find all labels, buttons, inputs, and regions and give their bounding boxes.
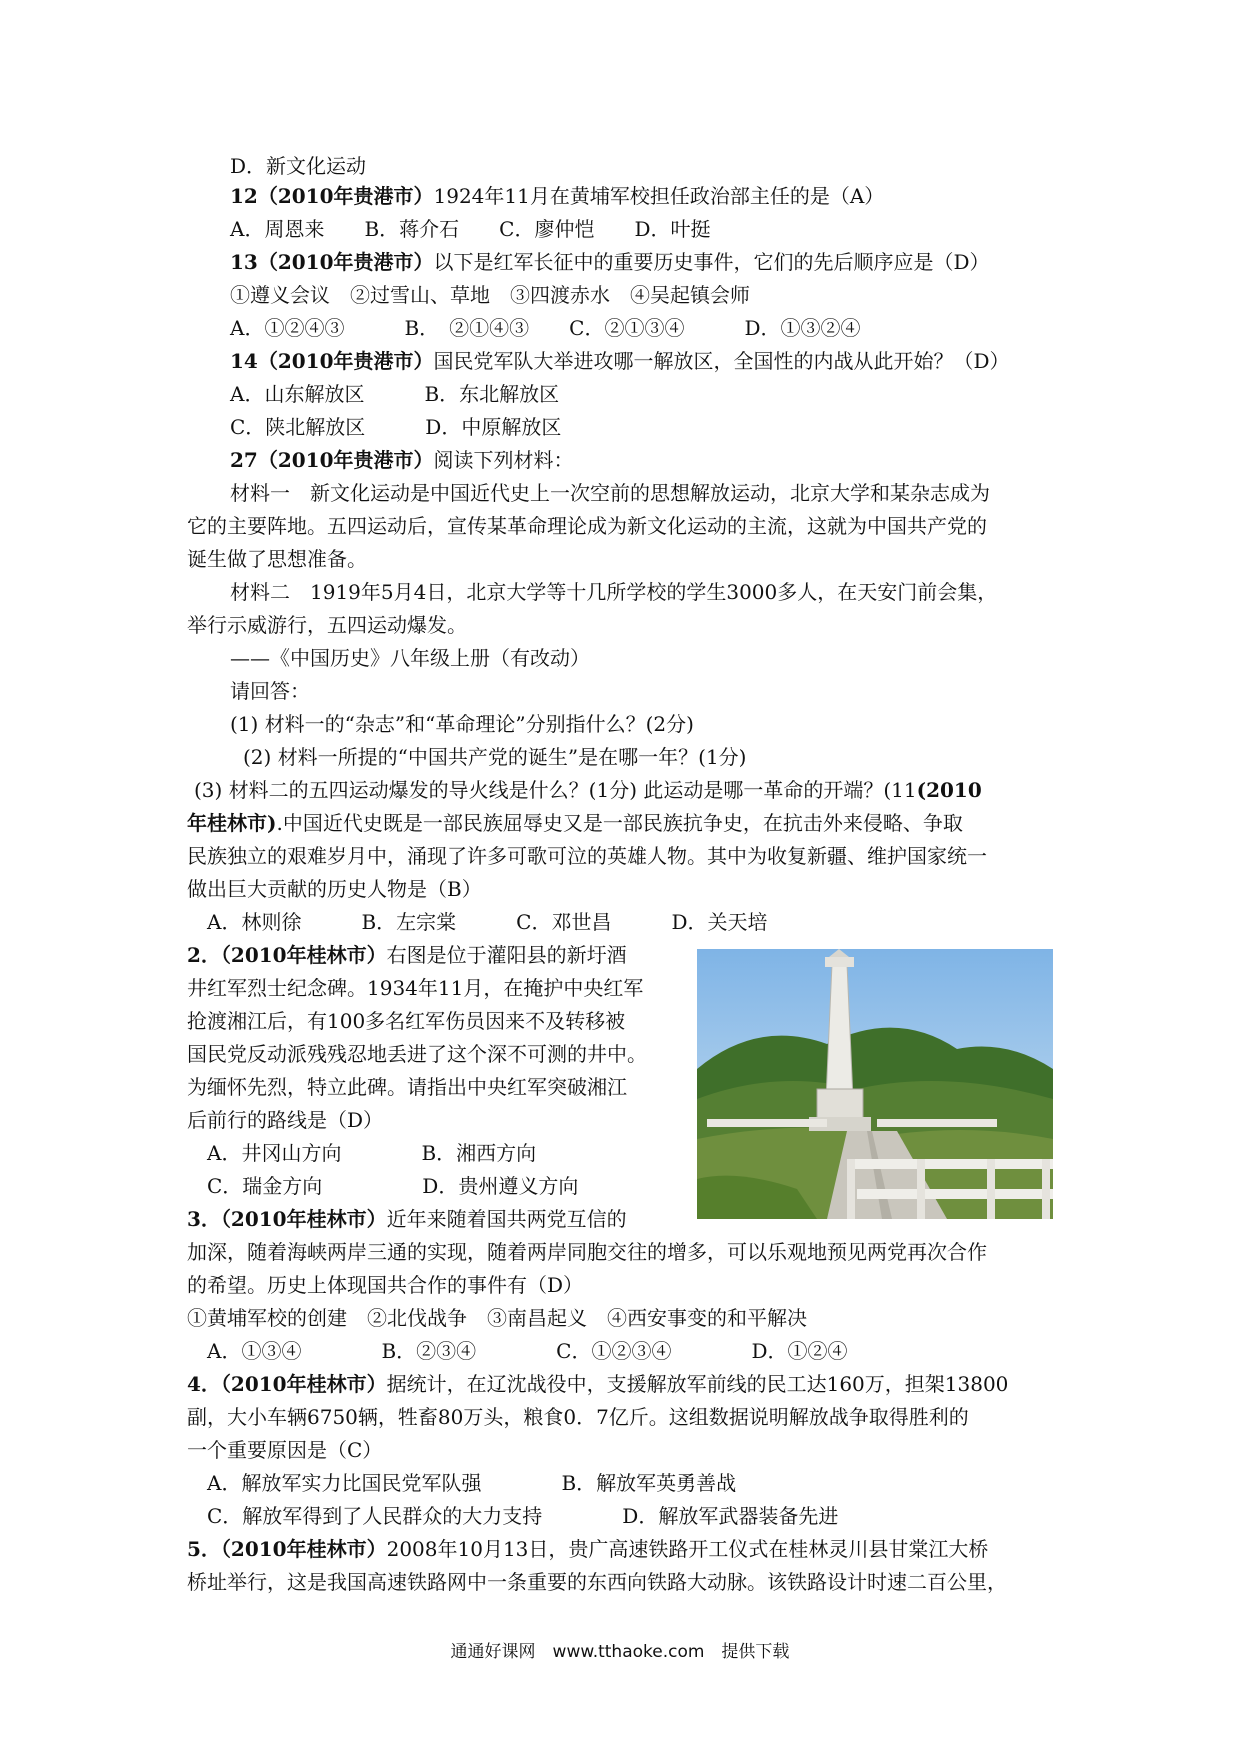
q4-stem-3: 一个重要原因是（C） [187, 1438, 383, 1462]
q1-options: A．林则徐 B．左宗棠 C．邓世昌 D．关天培 [207, 910, 768, 934]
q12-options: A．周恩来 B．蒋介石 C．廖仲恺 D．叶挺 [230, 217, 711, 241]
ask-2: (2) 材料一所提的“中国共产党的诞生”是在哪一年？(1分) [243, 745, 747, 769]
q3-stem-3: 的希望。历史上体现国共合作的事件有（D） [187, 1273, 584, 1297]
q4-options-2: C．解放军得到了人民群众的大力支持 D．解放军武器装备先进 [207, 1504, 839, 1528]
q2-stem-5: 为缅怀先烈，特立此碑。请指出中央红军突破湘江 [187, 1075, 627, 1099]
q1-stem-3: 做出巨大贡献的历史人物是（B） [187, 877, 482, 901]
q1-source: 年桂林市) [187, 811, 277, 835]
q12-stem [230, 181, 884, 211]
q4-text: 据统计，在辽沈战役中，支援解放军前线的民工达160万，担架13800 [386, 1372, 1009, 1396]
q1-stem [187, 808, 963, 838]
q1-source-prefix: (2010 [916, 778, 982, 802]
q3-options: A．①③④ B．②③④ C．①②③④ D．①②④ [207, 1339, 848, 1363]
q3-stem-1 [187, 1204, 627, 1234]
q2-text: 右图是位于灌阳县的新圩酒 [386, 943, 627, 967]
q2-stem-1 [187, 940, 627, 970]
ask-1: (1) 材料一的“杂志”和“革命理论”分别指什么？(2分) [230, 712, 694, 736]
ask-3-text: (3) 材料二的五四运动爆发的导火线是什么？(1分) 此运动是哪一革命的开端？(11 [194, 778, 917, 802]
q27-text: 阅读下列材料： [433, 448, 574, 472]
q12-source: 12（2010年贵港市） [230, 184, 434, 208]
q2-options-1: A．井冈山方向 B．湘西方向 [207, 1141, 537, 1165]
ask-3-line-1 [194, 775, 982, 805]
q3-source: 3．（2010年桂林市） [187, 1207, 387, 1231]
q4-stem-1 [187, 1369, 1008, 1399]
material-2-line-2: 举行示威游行，五四运动爆发。 [187, 613, 467, 637]
q14-options-1: A．山东解放区 B．东北解放区 [230, 382, 560, 406]
q2-options-2: C．瑞金方向 D．贵州遵义方向 [207, 1174, 579, 1198]
q2-stem-2: 井红军烈士纪念碑。1934年11月，在掩护中央红军 [187, 976, 644, 1000]
q5-stem-1 [187, 1534, 988, 1564]
q1-text: .中国近代史既是一部民族屈辱史又是一部民族抗争史，在抗击外来侵略、争取 [276, 811, 963, 835]
material-source: ——《中国历史》八年级上册（有改动） [230, 646, 590, 670]
q3-stem-2: 加深，随着海峡两岸三通的实现，随着两岸同胞交往的增多，可以乐观地预见两党再次合作 [187, 1240, 987, 1264]
ask-heading: 请回答： [230, 679, 310, 703]
q5-source: 5．（2010年桂林市） [187, 1537, 387, 1561]
material-1-line-3: 诞生做了思想准备。 [187, 547, 367, 571]
q13-stem [230, 247, 990, 277]
q14-stem [230, 346, 1010, 376]
memorial-illustration [697, 949, 1053, 1219]
q13-items: ①遵义会议 ②过雪山、草地 ③四渡赤水 ④吴起镇会师 [230, 283, 750, 307]
q2-stem-4: 国民党反动派残残忍地丢进了这个深不可测的井中。 [187, 1042, 647, 1066]
q2-source: 2．（2010年桂林市） [187, 943, 387, 967]
q14-text: 国民党军队大举进攻哪一解放区，全国性的内战从此开始？（D） [433, 349, 1010, 373]
material-1-line-1: 材料一 新文化运动是中国近代史上一次空前的思想解放运动，北京大学和某杂志成为 [230, 481, 990, 505]
q13-options: A．①②④③ B． ②①④③ C．②①③④ D．①③②④ [230, 316, 861, 340]
q14-source: 14（2010年贵港市） [230, 349, 434, 373]
q4-stem-2: 副，大小车辆6750辆，牲畜80万头，粮食0．7亿斤。这组数据说明解放战争取得胜利的 [187, 1405, 969, 1429]
q13-source: 13（2010年贵港市） [230, 250, 434, 274]
q12-text: 1924年11月在黄埔军校担任政治部主任的是（A） [433, 184, 885, 208]
material-1-line-2: 它的主要阵地。五四运动后，宣传某革命理论成为新文化运动的主流，这就为中国共产党的 [187, 514, 987, 538]
q2-stem-6: 后前行的路线是（D） [187, 1108, 384, 1132]
q1-stem-2: 民族独立的艰难岁月中，涌现了许多可歌可泣的英雄人物。其中为收复新疆、维护国家统一 [187, 844, 987, 868]
q27-stem [230, 445, 574, 475]
q5-stem-2: 桥址举行，这是我国高速铁路网中一条重要的东西向铁路大动脉。该铁路设计时速二百公里， [187, 1570, 1007, 1594]
q14-options-2: C．陕北解放区 D．中原解放区 [230, 415, 562, 439]
q11-option-d: D．新文化运动 [230, 154, 367, 178]
q27-source: 27（2010年贵港市） [230, 448, 434, 472]
memorial-photo [697, 949, 1053, 1219]
q4-source: 4．（2010年桂林市） [187, 1372, 387, 1396]
q3-text: 近年来随着国共两党互信的 [386, 1207, 627, 1231]
q4-options-1: A．解放军实力比国民党军队强 B．解放军英勇善战 [207, 1471, 737, 1495]
page-footer: 通通好课网 www.tthaoke.com 提供下载 [450, 1642, 790, 1662]
q3-items: ①黄埔军校的创建 ②北伐战争 ③南昌起义 ④西安事变的和平解决 [187, 1306, 807, 1330]
q2-stem-3: 抢渡湘江后，有100多名红军伤员因来不及转移被 [187, 1009, 626, 1033]
q13-text: 以下是红军长征中的重要历史事件，它们的先后顺序应是（D） [433, 250, 990, 274]
q5-text: 2008年10月13日，贵广高速铁路开工仪式在桂林灵川县甘棠江大桥 [386, 1537, 989, 1561]
material-2-line-1: 材料二 1919年5月4日，北京大学等十几所学校的学生3000多人，在天安门前会集， [230, 580, 998, 604]
